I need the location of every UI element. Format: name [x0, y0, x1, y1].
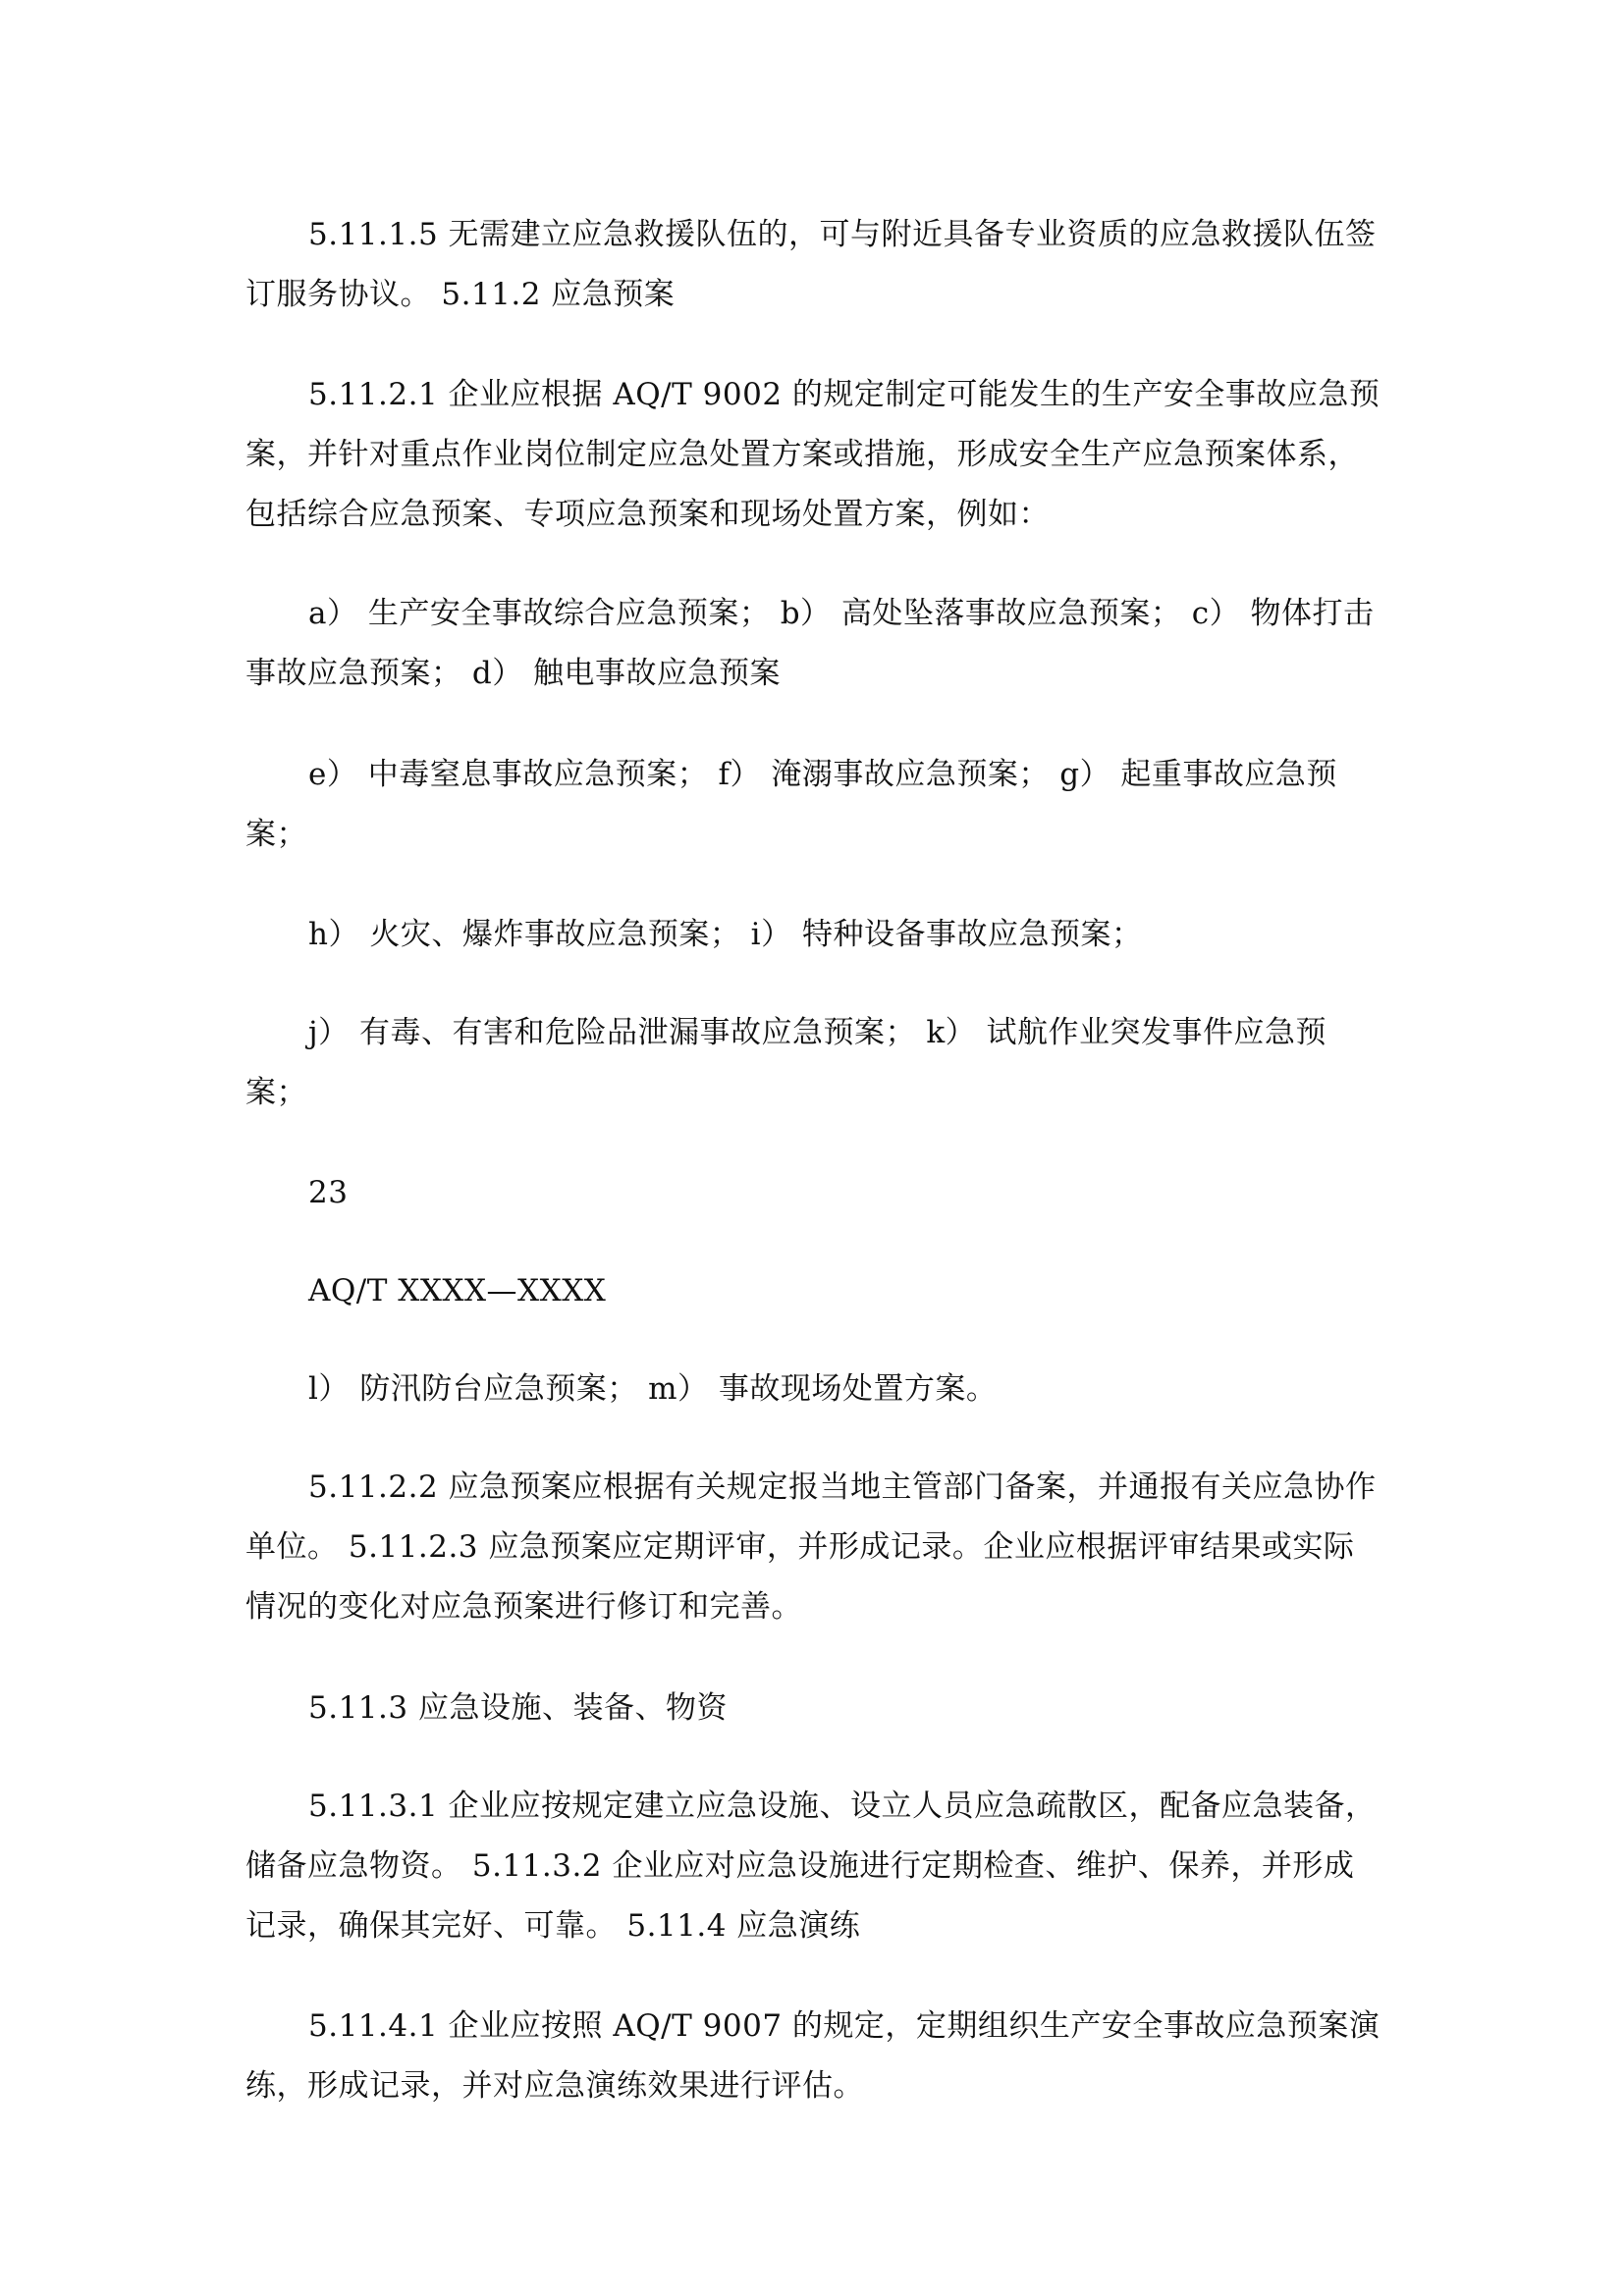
paragraph-list-a-d: a） 生产安全事故综合应急预案； b） 高处坠落事故应急预案； c） 物体打击事故应急预案； d） 触电事故应急预案 — [245, 596, 1375, 691]
heading-5-11-3: 5.11.3 应急设施、装备、物资 — [308, 1690, 728, 1726]
paragraph-5-11-2-1: 5.11.2.1 企业应根据 AQ/T 9002 的规定制定可能发生的生产安全事故应急预案，并针对重点作业岗位制定应急处置方案或措施，形成安全生产应急预案体系，包括综合应急预案、专项应急预案和现场处置方案，例如： — [245, 377, 1380, 532]
paragraph-5-11-3-1: 5.11.3.1 企业应按规定建立应急设施、设立人员应急疏散区，配备应急装备，储备应急物资。 5.11.3.2 企业应对应急设施进行定期检查、维护、保养，并形成记录，确保其完好、可靠。 5.11.4 应急演练 — [245, 1789, 1377, 1944]
page-number: 23 — [308, 1175, 349, 1210]
paragraph-list-j-k: j） 有毒、有害和危险品泄漏事故应急预案； k） 试航作业突发事件应急预案； — [245, 1015, 1326, 1110]
paragraph-5-11-1-5: 5.11.1.5 无需建立应急救援队伍的，可与附近具备专业资质的应急救援队伍签订服务协议。 5.11.2 应急预案 — [245, 217, 1377, 312]
running-header: AQ/T XXXX—XXXX — [308, 1273, 607, 1308]
paragraph-5-11-2-2: 5.11.2.2 应急预案应根据有关规定报当地主管部门备案，并通报有关应急协作单位。 5.11.2.3 应急预案应定期评审，并形成记录。企业应根据评审结果或实际情况的变化对应急预案进行修订和完善。 — [245, 1469, 1377, 1625]
paragraph-list-h-i: h） 火灾、爆炸事故应急预案； i） 特种设备事故应急预案； — [308, 917, 1143, 952]
paragraph-list-e-g: e） 中毒窒息事故应急预案； f） 淹溺事故应急预案； g） 起重事故应急预案； — [245, 757, 1337, 852]
paragraph-5-11-4-1: 5.11.4.1 企业应按照 AQ/T 9007 的规定，定期组织生产安全事故应急预案演练，形成记录，并对应急演练效果进行评估。 — [245, 2008, 1380, 2104]
paragraph-list-l-m: l） 防汛防台应急预案； m） 事故现场处置方案。 — [308, 1371, 998, 1407]
